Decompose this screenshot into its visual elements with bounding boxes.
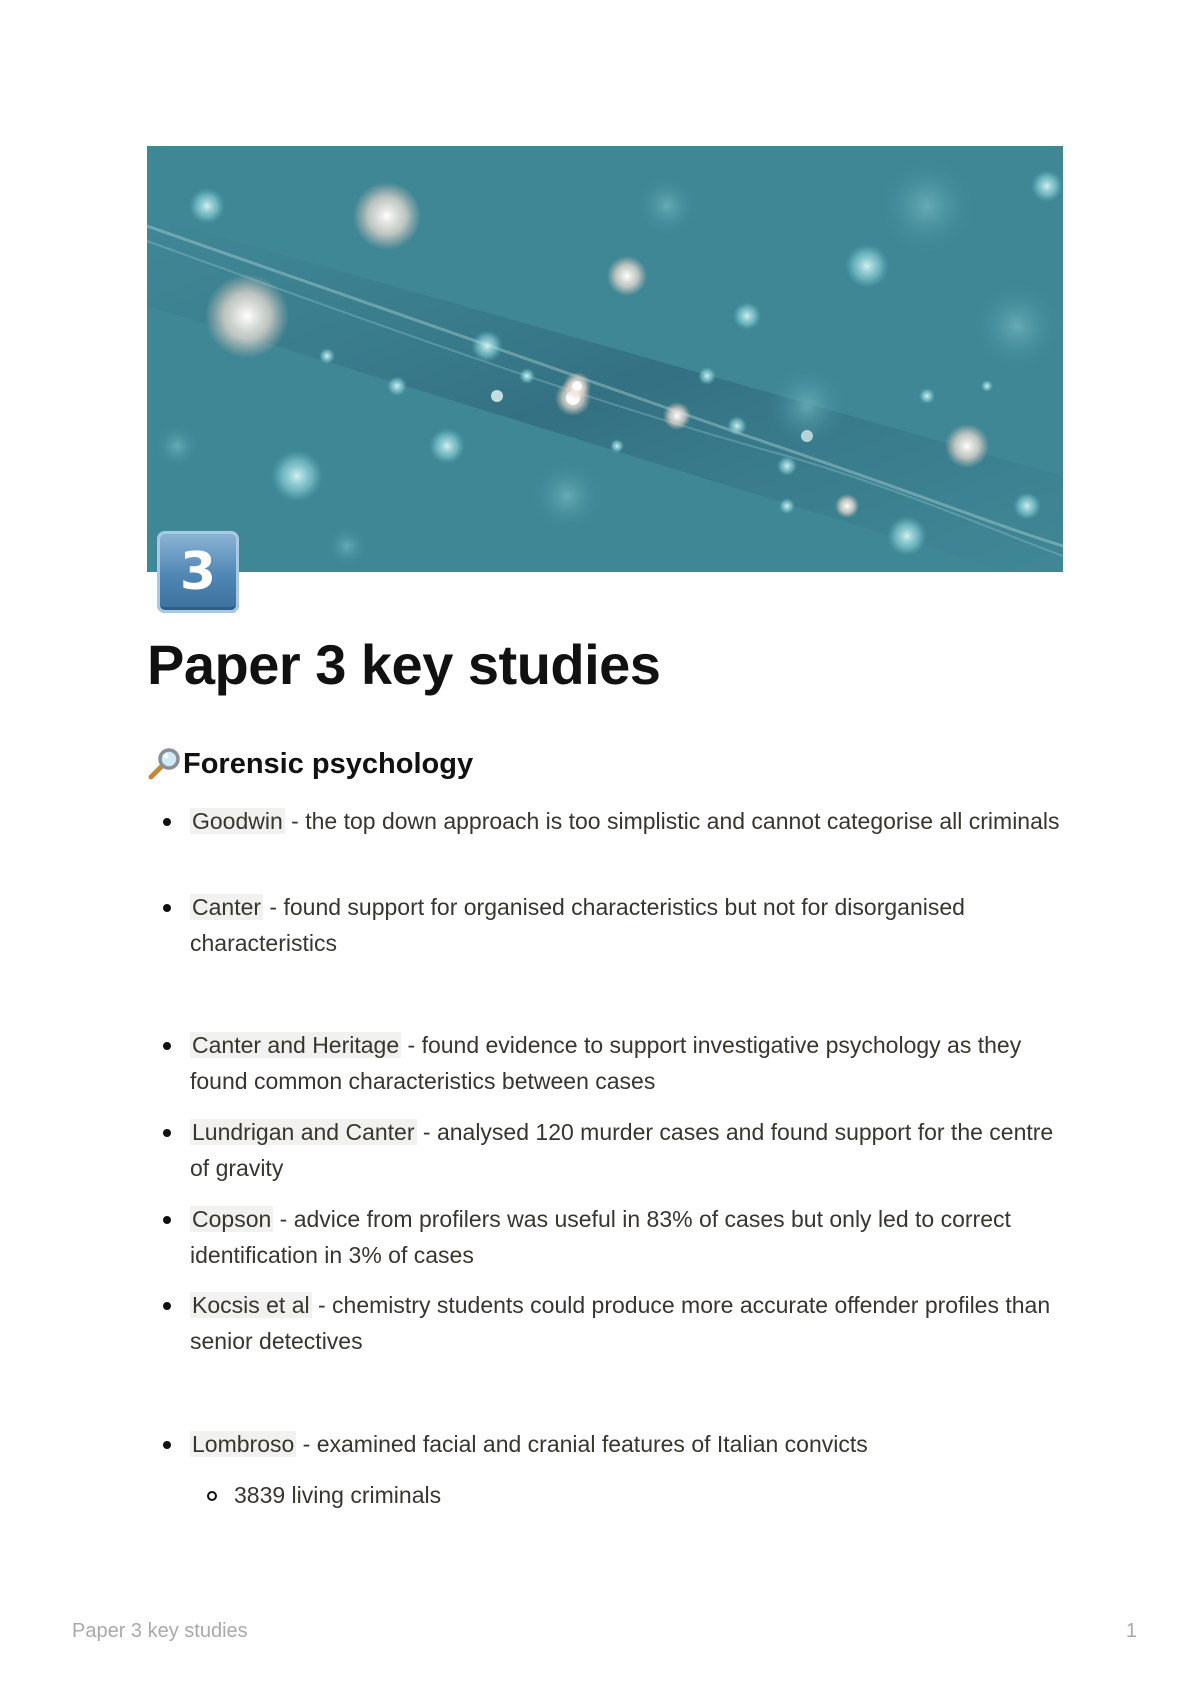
study-name: Copson — [192, 1206, 272, 1232]
list-item — [190, 889, 1070, 961]
study-name: Canter — [192, 894, 262, 920]
study-summary: - chemistry students could produce more accurate offender profiles than senior detectives — [190, 1292, 1051, 1354]
keycap-3-icon — [157, 531, 239, 613]
footer-title: Paper 3 key studies — [72, 1620, 248, 1642]
study-summary: - found support for organised characteristics but not for disorganised characteristics — [190, 894, 965, 956]
glitter-bokeh-picture — [147, 146, 1063, 572]
list-item — [190, 1027, 1070, 1099]
study-name: Lundrigan and Canter — [192, 1119, 415, 1145]
study-name: Lombroso — [192, 1431, 295, 1457]
page-title: Paper 3 key studies — [147, 633, 661, 696]
study-name: Goodwin — [192, 808, 283, 834]
sub-item-text: 3839 living criminals — [234, 1482, 442, 1508]
sub-list-item — [234, 1477, 1064, 1513]
study-summary: - found evidence to support investigative psychology as they found common characteristics between cases — [190, 1032, 1022, 1094]
keycap-digit: 3 — [179, 542, 217, 602]
list-item — [190, 1287, 1070, 1359]
study-summary: - the top down approach is too simplistic and cannot categorise all criminals — [284, 808, 1060, 834]
magnifier-icon — [147, 747, 183, 781]
section-heading-text: Forensic psychology — [183, 747, 474, 780]
footer-page-number: 1 — [1125, 1620, 1137, 1642]
study-summary: - advice from profilers was useful in 83% of cases but only led to correct identification in 3% of cases — [190, 1206, 1011, 1268]
list-item — [190, 1201, 1070, 1273]
list-item — [190, 1426, 1070, 1462]
study-name: Canter and Heritage — [192, 1032, 400, 1058]
list-item — [190, 803, 1070, 839]
study-name: Kocsis et al — [192, 1292, 310, 1318]
section-heading — [147, 747, 473, 781]
study-summary: - analysed 120 murder cases and found support for the centre of gravity — [190, 1119, 1054, 1181]
cover-image — [147, 146, 1063, 572]
list-item — [190, 1114, 1070, 1186]
study-summary: - examined facial and cranial features of Italian convicts — [296, 1431, 868, 1457]
